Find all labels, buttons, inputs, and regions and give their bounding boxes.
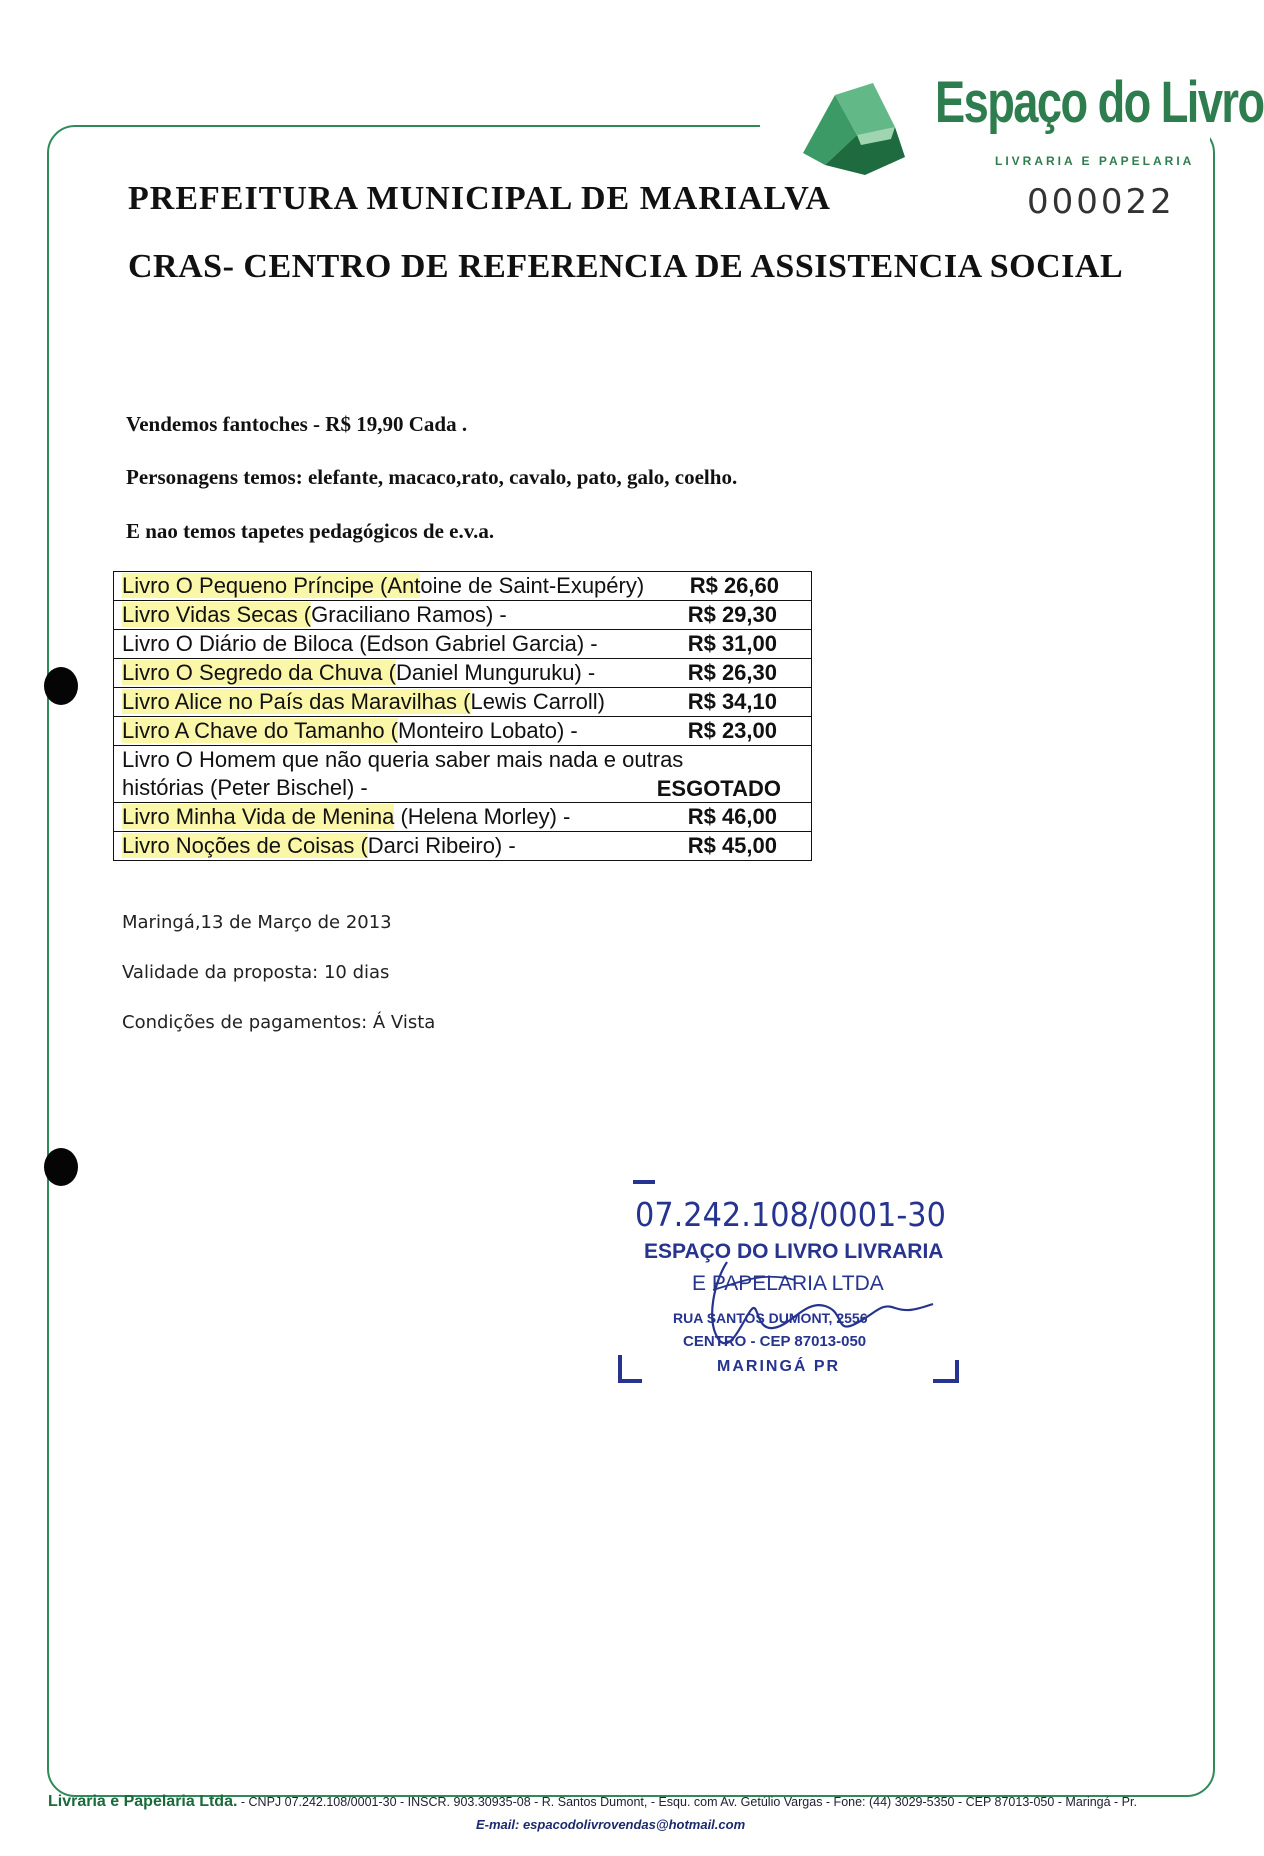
stamp-bracket-left-base <box>618 1379 642 1383</box>
item-title: Lewis Carroll) <box>470 689 605 714</box>
page-border-frame <box>47 125 1215 1797</box>
stamp-line1: ESPAÇO DO LIVRO LIVRARIA <box>644 1240 944 1263</box>
item-title-highlight: Livro Alice no País das Maravilhas ( <box>122 689 471 714</box>
logo-name: Espaço do Livro <box>935 70 1264 135</box>
table-row <box>114 688 812 717</box>
heading-prefeitura: PREFEITURA MUNICIPAL DE MARIALVA <box>128 180 831 217</box>
item-price: R$ 26,30 <box>687 660 777 685</box>
footer-email: E-mail: espacodolivrovendas@hotmail.com <box>476 1817 746 1832</box>
item-status-esgotado: ESGOTADO <box>656 776 781 801</box>
footer-company-info <box>48 1793 1137 1811</box>
item-title-highlight: Livro Noções de Coisas ( <box>122 833 368 858</box>
item-title-highlight: Livro Minha Vida de Menina <box>122 804 395 829</box>
item-price: R$ 34,10 <box>687 689 777 714</box>
stamp-bracket-left <box>618 1355 622 1381</box>
table-row <box>114 572 812 601</box>
item-title: oine de Saint-Exupéry) <box>420 573 645 598</box>
company-stamp <box>615 1180 970 1400</box>
item-title-highlight: Livro A Chave do Tamanho ( <box>122 718 398 743</box>
footer-company-name: Livraria e Papelaria Ltda. <box>48 1793 238 1810</box>
item-title: Livro O Diário de Biloca (Edson Gabriel Garcia) - <box>122 631 598 656</box>
item-title: Darci Ribeiro) - <box>367 833 516 858</box>
item-title-line2: histórias (Peter Bischel) - <box>122 775 368 800</box>
company-logo <box>795 70 1264 180</box>
item-title: (Helena Morley) - <box>394 804 571 829</box>
note-tapetes: E nao temos tapetes pedagógicos de e.v.a. <box>126 519 495 543</box>
item-title: Daniel Munguruku) - <box>395 660 596 685</box>
item-price: R$ 23,00 <box>687 718 777 743</box>
stamp-line3: RUA SANTOS DUMONT, 2556 <box>673 1310 868 1326</box>
item-price: R$ 45,00 <box>687 833 777 858</box>
stamp-corner-mark <box>633 1180 655 1184</box>
stamp-line2: E PAPELARIA LTDA <box>692 1272 884 1295</box>
items-table <box>113 571 812 861</box>
note-fantoches: Vendemos fantoches - R$ 19,90 Cada . <box>126 412 468 436</box>
heading-cras: CRAS- CENTRO DE REFERENCIA DE ASSISTENCIA SOCIAL <box>128 248 1124 285</box>
table-row <box>114 717 812 746</box>
stamp-line4: CENTRO - CEP 87013-050 <box>683 1333 867 1350</box>
open-book-icon <box>795 75 915 175</box>
item-title-highlight: Livro O Pequeno Príncipe (Ant <box>122 573 421 598</box>
item-price: R$ 46,00 <box>687 804 777 829</box>
logo-tagline: LIVRARIA E PAPELARIA <box>995 154 1195 168</box>
serial-number: 000022 <box>1027 182 1175 222</box>
table-row <box>114 803 812 832</box>
footer-details: - CNPJ 07.242.108/0001-30 - INSCR. 903.30935-08 - R. Santos Dumont, - Esqu. com Av. Getúlio Vargas - Fone: (44) 3029-5350 - CEP 87013-050 - Maringá - Pr. <box>237 1795 1137 1809</box>
stamp-bracket-right-base <box>933 1379 959 1383</box>
table-row <box>114 601 812 630</box>
stamp-line5: MARINGÁ PR <box>717 1358 841 1375</box>
proposal-date: Maringá,13 de Março de 2013 <box>122 912 392 933</box>
signature <box>685 1250 945 1360</box>
table-row <box>114 832 812 861</box>
item-title-highlight: Livro Vidas Secas ( <box>122 602 312 627</box>
table-row <box>114 659 812 688</box>
note-personagens: Personagens temos: elefante, macaco,rato, cavalo, pato, galo, coelho. <box>126 465 738 489</box>
item-title: Monteiro Lobato) - <box>398 718 578 743</box>
item-price: R$ 31,00 <box>687 631 777 656</box>
punch-hole <box>44 667 78 705</box>
item-title: Graciliano Ramos) - <box>311 602 507 627</box>
item-price: R$ 26,60 <box>689 573 779 598</box>
item-title-highlight: Livro O Segredo da Chuva ( <box>122 660 396 685</box>
punch-hole <box>44 1148 78 1186</box>
stamp-cnpj: 07.242.108/0001-30 <box>635 1195 946 1234</box>
table-row <box>114 746 812 803</box>
table-row <box>114 630 812 659</box>
item-title-line1: Livro O Homem que não queria saber mais nada e outras <box>122 747 684 772</box>
item-price: R$ 29,30 <box>687 602 777 627</box>
proposal-validity: Validade da proposta: 10 dias <box>122 962 390 983</box>
payment-conditions: Condições de pagamentos: Á Vista <box>122 1012 436 1033</box>
